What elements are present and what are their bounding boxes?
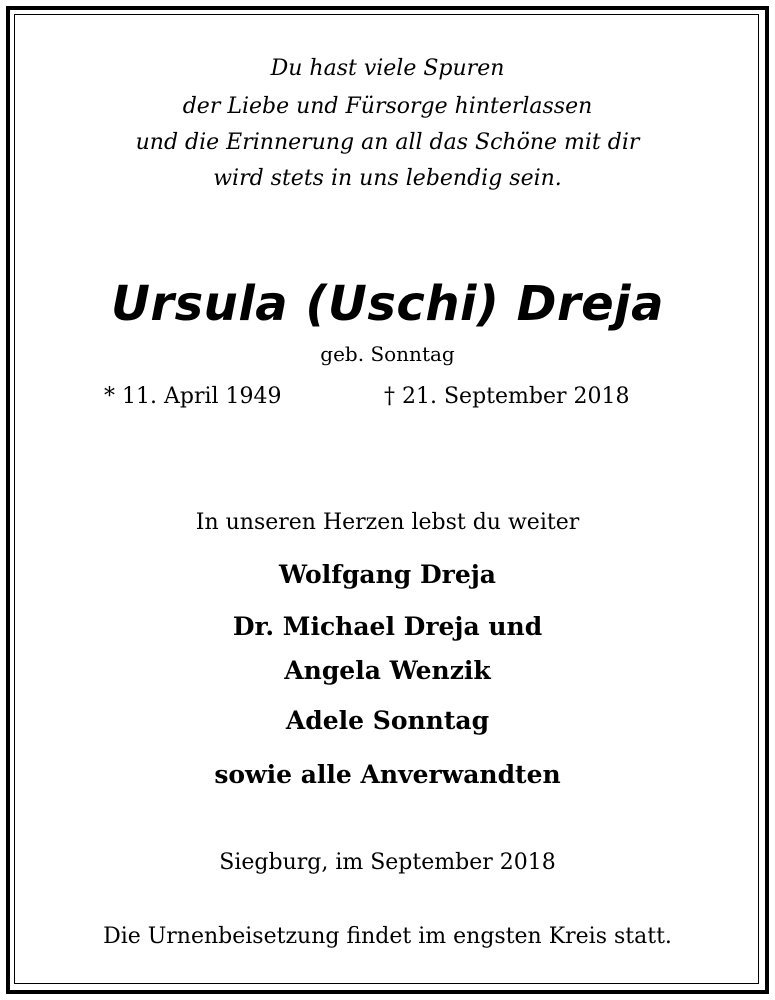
- mourner-name: Dr. Michael Dreja und: [232, 612, 543, 641]
- poem-line-1: Du hast viele Spuren: [270, 56, 505, 81]
- death-date: † 21. September 2018: [384, 384, 630, 409]
- poem-line-2: der Liebe und Fürsorge hinterlassen: [182, 94, 593, 119]
- mourner-name: Adele Sonntag: [285, 706, 490, 735]
- deceased-name: Ursula (Uschi) Dreja: [110, 276, 665, 332]
- burial-note: Die Urnenbeisetzung findet im engsten Kreis statt.: [103, 924, 672, 949]
- place-date: Siegburg, im September 2018: [219, 850, 556, 875]
- mourner-name: Angela Wenzik: [284, 656, 491, 685]
- poem-line-4: wird stets in uns lebendig sein.: [213, 166, 562, 191]
- birth-date: * 11. April 1949: [104, 384, 282, 409]
- mourner-name: Wolfgang Dreja: [278, 560, 496, 589]
- mourner-name: sowie alle Anverwandten: [214, 760, 561, 789]
- poem-line-3: und die Erinnerung an all das Schöne mit dir: [135, 130, 640, 155]
- mourners-intro: In unseren Herzen lebst du weiter: [195, 510, 580, 535]
- birth-name: geb. Sonntag: [320, 342, 455, 366]
